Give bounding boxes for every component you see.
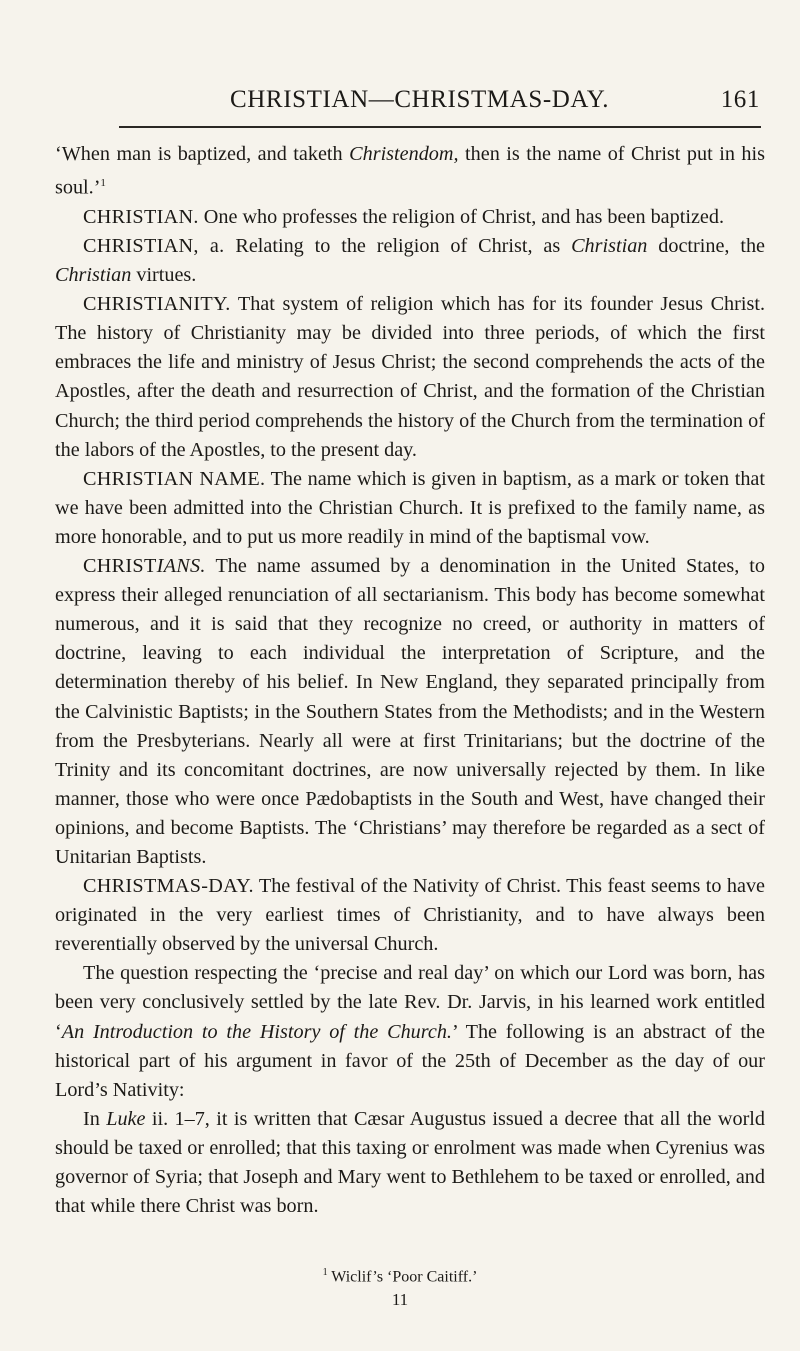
entry-christian-adjective: CHRISTIAN, a. Relating to the religion of Christ, as Christian doctrine, the Christian virtues. [55, 235, 765, 287]
entry-term: CHRIST [83, 555, 157, 578]
entry-term: CHRISTIANITY. [83, 293, 231, 316]
header-rule [119, 126, 761, 128]
entry-term: CHRISTIAN. [83, 205, 199, 228]
quote-paragraph: ‘When man is baptized, and taketh Christendom, then is the name of Christ put in his soul.’$^1$ [55, 143, 765, 199]
paragraph-luke: In Luke ii. 1–7, it is written that Cæsar Augustus issued a decree that all the world should be taxed or enrolled; that this taxing or enrolment was made when Cyrenius was governor of Syria; that Joseph and Mary went to Bethlehem to be taxed or enrolled, and that while there Christ was born. [55, 1107, 765, 1218]
body-text [55, 140, 765, 1221]
running-title: CHRISTIAN—CHRISTMAS-DAY. [230, 86, 610, 113]
entry-term: CHRISTIAN, a. [83, 235, 225, 258]
running-header [230, 86, 760, 118]
entry-term: CHRISTIAN NAME. [83, 467, 266, 490]
footnote: $^1$ Wiclif’s ‘Poor Caitiff.’ [322, 1267, 478, 1286]
entry-term: CHRISTMAS-DAY. [83, 875, 254, 898]
entry-christianity: CHRISTIANITY. That system of religion which has for its founder Jesus Christ. The history of Christianity may be divided into three periods, of which the first embraces the life and ministry of Jesus Christ; the second comprehends the acts of the Apostles, after the death and resurrection of Christ, and the formation of the Christian Church; the third period comprehends the history of the Church from the termination of the labors of the Apostles, to the present day. [55, 293, 765, 461]
entry-christian-name: CHRISTIAN NAME. The name which is given in baptism, as a mark or token that we have been admitted into the Christian Church. It is prefixed to the family name, as more honorable, and to put us more readily in mind of the baptismal vow. [55, 467, 765, 548]
entry-christian: CHRISTIAN. One who professes the religion of Christ, and has been baptized. [83, 205, 725, 228]
entry-christmas-day: CHRISTMAS-DAY. The festival of the Nativity of Christ. This feast seems to have originated in the very earliest times of Christianity, and to have always been reverentially observed by the universal Church. [55, 875, 765, 956]
footnote-ref: 1 [100, 177, 106, 190]
paragraph-precise-day: The question respecting the ‘precise and real day’ on which our Lord was born, has been very conclusively settled by the late Rev. Dr. Jarvis, in his learned work entitled ‘An Introduction to the History of the Church.’ The following is an abstract of the historical part of his argument in favor of the 25th of December as the day of our Lord’s Nativity: [55, 962, 765, 1101]
entry-christians: CHRISTIANS. The name assumed by a denomination in the United States, to express their alleged renunciation of all sectarianism. This body has become somewhat numerous, and it is said that they recognize no creed, or authority in matters of doctrine, leaving to each individual the interpretation of Scripture, and the determination thereby of his belief. In New England, they separated principally from the Calvinistic Baptists; in the Southern States from the Methodists; and in the Western from the Presbyterians. Nearly all were at first Trinitarians; but the doctrine of the Trinity and its concomitant doctrines, are now universally rejected by them. In like manner, those who were once Pædobaptists in the South and West, have changed their opinions, and become Baptists. The ‘Christians’ may therefore be regarded as a sect of Unitarian Baptists. [55, 555, 765, 868]
footnote-mark: 1 [322, 1267, 328, 1278]
signature-mark: 11 [391, 1290, 409, 1309]
page-number: 161 [720, 86, 760, 113]
